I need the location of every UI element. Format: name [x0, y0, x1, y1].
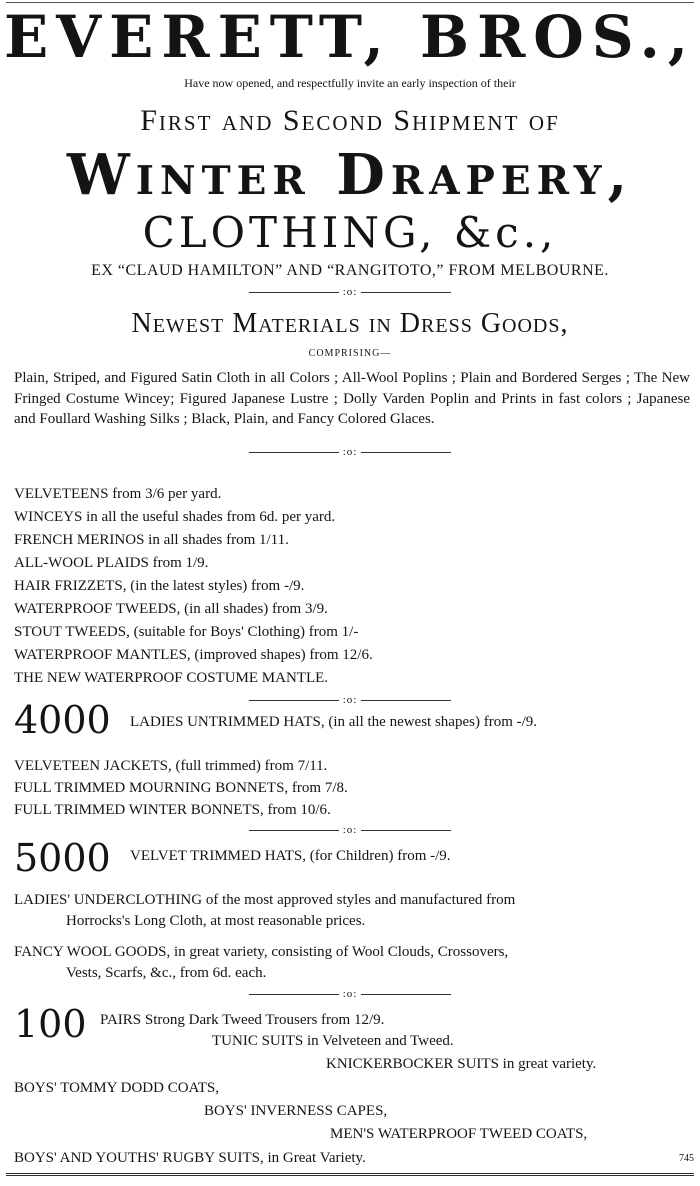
- list-item: WINCEYS in all the useful shades from 6d. per yard.: [14, 509, 336, 525]
- inverness-capes: BOYS' INVERNESS CAPES,: [204, 1103, 388, 1119]
- children-count: 5000: [14, 836, 111, 880]
- list-item: FULL TRIMMED MOURNING BONNETS, from 7/8.: [14, 780, 348, 796]
- list-item: FULL TRIMMED WINTER BONNETS, from 10/6.: [14, 802, 331, 818]
- list-item: ALL-WOOL PLAIDS from 1/9.: [14, 555, 209, 571]
- knickerbocker-suits: KNICKERBOCKER SUITS in great variety.: [326, 1056, 597, 1072]
- hats-count: 4000: [14, 698, 111, 742]
- tommy-dodd-coats: BOYS' TOMMY DODD COATS,: [14, 1080, 219, 1096]
- firm-name: EVERETT, BROS.,: [3, 3, 697, 71]
- wool-goods-line-1: FANCY WOOL GOODS, in great variety, consisting of Wool Clouds, Crossovers,: [14, 944, 509, 960]
- children-hats-text: VELVET TRIMMED HATS, (for Children) from -/9.: [130, 848, 451, 864]
- underclothing-line-2: Horrocks's Long Cloth, at most reasonable prices.: [66, 913, 366, 929]
- dress-goods-text: Plain, Striped, and Figured Satin Cloth in all Colors ; All-Wool Poplins ; Plain and Bordered Serges ; The New Fringed Costume Wincey; Figured Japanese Lustre ; Dolly Varden Poplin and Prints in fast colors ; Japanese and Foullard Washing Silks ; Black, Plain, and Fancy Colored Glaces.: [14, 370, 690, 427]
- mens-waterproof-coats: MEN'S WATERPROOF TWEED COATS,: [330, 1126, 588, 1142]
- wool-goods-line-2: Vests, Scarfs, &c., from 6d. each.: [66, 965, 267, 981]
- underclothing-line-1: LADIES' UNDERCLOTHING of the most approved styles and manufactured from: [14, 892, 516, 908]
- list-item: HAIR FRIZZETS, (in the latest styles) from -/9.: [14, 578, 305, 594]
- comprising-label: COMPRISING—: [308, 348, 392, 359]
- separator: :o:: [0, 446, 700, 458]
- list-item: WATERPROOF TWEEDS, (in all shades) from 3/9.: [14, 601, 328, 617]
- separator: :o:: [0, 286, 700, 298]
- clothing-heading: CLOTHING, &c.,: [142, 208, 558, 257]
- trousers-count: 100: [14, 1002, 87, 1046]
- list-item: STOUT TWEEDS, (suitable for Boys' Clothing) from 1/-: [14, 624, 359, 640]
- list-item: VELVETEENS from 3/6 per yard.: [14, 486, 222, 502]
- list-item: THE NEW WATERPROOF COSTUME MANTLE.: [14, 670, 329, 686]
- separator: :o:: [0, 988, 700, 1000]
- intro-line: Have now opened, and respectfully invite an early inspection of their: [184, 76, 516, 90]
- hats-text: LADIES UNTRIMMED HATS, (in all the newest shapes) from -/9.: [130, 714, 538, 730]
- bottom-rule: [6, 1173, 694, 1180]
- wool-goods-item: [14, 942, 694, 984]
- drapery-heading: Winter Drapery,: [66, 142, 634, 208]
- trousers-text: PAIRS Strong Dark Tweed Trousers from 12/9.: [100, 1012, 385, 1028]
- ex-ship-line: EX “CLAUD HAMILTON” AND “RANGITOTO,” FROM MELBOURNE.: [91, 262, 609, 279]
- list-item: VELVETEEN JACKETS, (full trimmed) from 7/11.: [14, 758, 328, 774]
- list-item: WATERPROOF MANTLES, (improved shapes) from 12/6.: [14, 647, 373, 663]
- shipment-heading: First and Second Shipment of: [140, 104, 560, 137]
- dress-heading: Newest Materials in Dress Goods,: [131, 308, 569, 339]
- separator: :o:: [0, 694, 700, 706]
- reference-number: 745: [679, 1153, 694, 1164]
- separator: :o:: [0, 824, 700, 836]
- list-item: FRENCH MERINOS in all shades from 1/11.: [14, 532, 289, 548]
- underclothing-item: [14, 890, 694, 932]
- rugby-suits: BOYS' AND YOUTHS' RUGBY SUITS, in Great Variety.: [14, 1150, 366, 1166]
- tunic-suits: TUNIC SUITS in Velveteen and Tweed.: [212, 1033, 454, 1049]
